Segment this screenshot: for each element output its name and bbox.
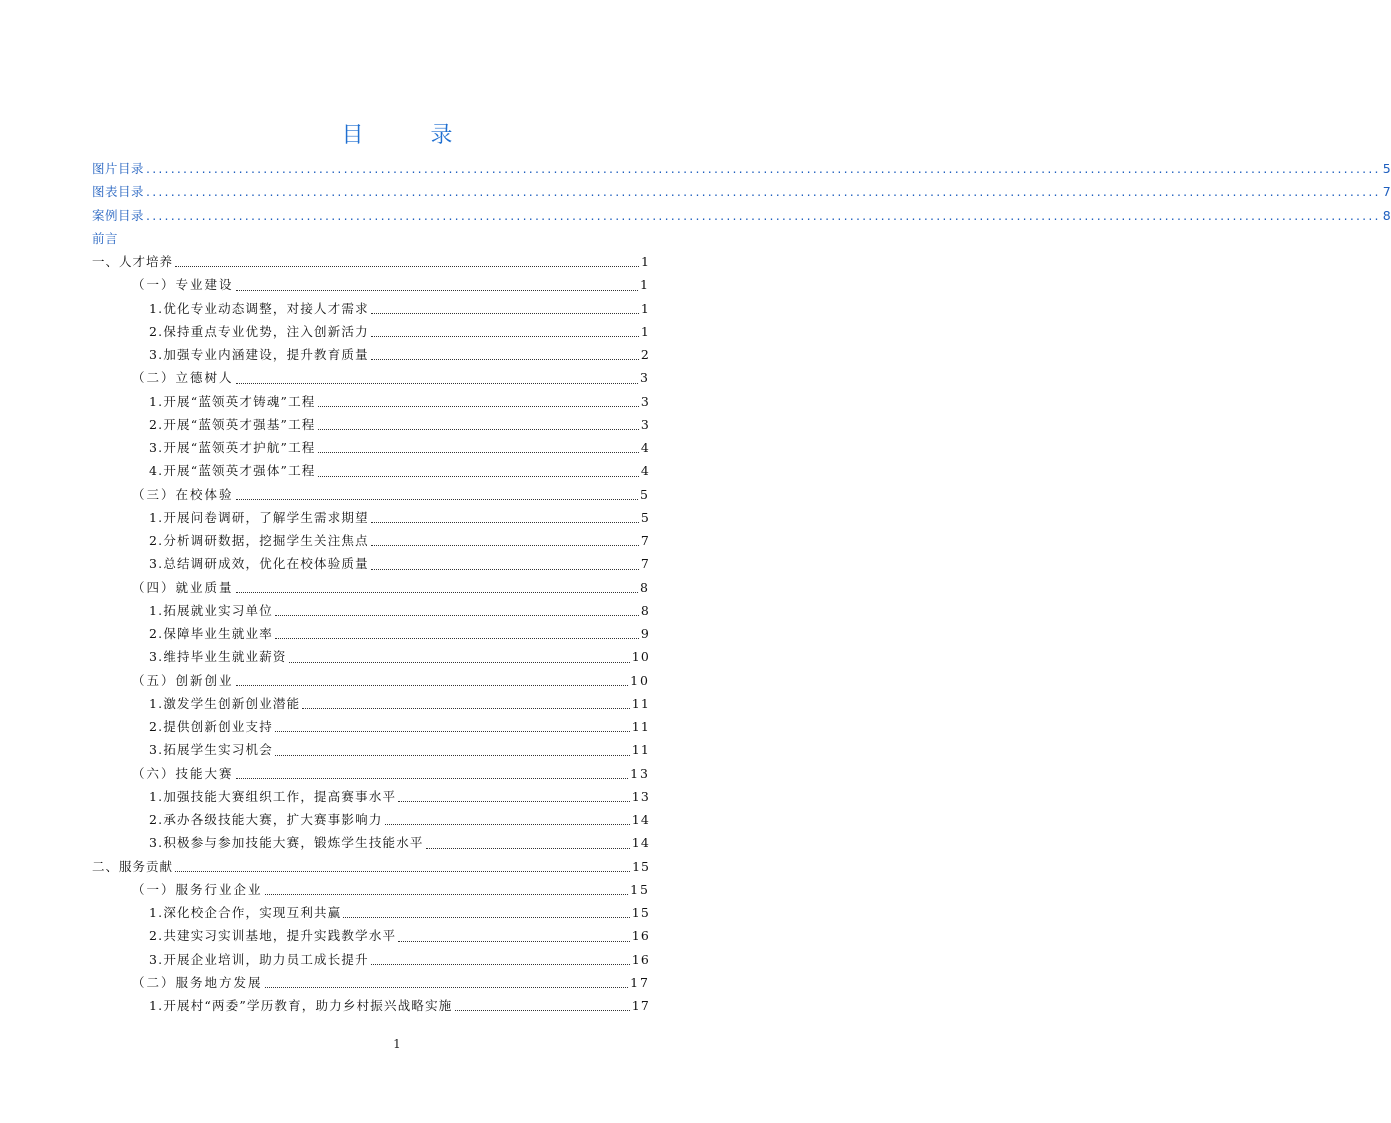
toc-entry-page: 3 — [640, 370, 650, 386]
toc-leader-dots — [175, 266, 639, 267]
toc-leader-dots — [275, 755, 630, 756]
toc-entry[interactable] — [92, 669, 650, 692]
toc-leader-dots — [236, 290, 639, 291]
toc-leader-dots — [175, 871, 630, 872]
toc-entry-page: 16 — [631, 928, 650, 944]
toc-entry-label: 1.深化校企合作，实现互利共赢 — [149, 905, 342, 920]
toc-entry-label: 1.加强技能大赛组织工作，提高赛事水平 — [149, 788, 397, 804]
toc-leader-dots — [318, 452, 639, 453]
toc-leader-dots: ........................................................................................................................................................................................................ — [146, 161, 1381, 176]
toc-entry[interactable] — [92, 831, 650, 854]
toc-entry[interactable] — [92, 692, 650, 715]
toc-entry-page: 3 — [640, 393, 650, 409]
toc-entry-page: 7 — [1382, 184, 1391, 200]
toc-entry[interactable] — [92, 459, 650, 482]
toc-entry-label: 3.加强专业内涵建设，提升教育质量 — [149, 347, 369, 362]
toc-entry-page: 15 — [631, 905, 650, 920]
toc-entry[interactable] — [92, 413, 650, 436]
toc-entry-label: 1.拓展就业实习单位 — [149, 602, 273, 618]
toc-entry-label: （一）专业建设 — [132, 277, 234, 293]
toc-entry[interactable] — [92, 343, 650, 366]
toc-leader-dots — [398, 801, 629, 802]
toc-leader-dots — [265, 987, 629, 988]
toc-entry[interactable] — [92, 762, 650, 785]
toc-entry[interactable] — [92, 436, 650, 459]
toc-leader-dots — [426, 848, 630, 849]
toc-leader-dots — [385, 824, 630, 825]
toc-entry-label: 图片目录 — [92, 161, 145, 176]
toc-entry-label: 1.开展问卷调研，了解学生需求期望 — [149, 509, 369, 525]
toc-entry-label: 1.激发学生创新创业潜能 — [149, 695, 301, 711]
toc-entry-page: 8 — [1382, 207, 1391, 223]
toc-entry-page: 10 — [631, 649, 650, 665]
toc-entry-page: 15 — [632, 858, 650, 874]
toc-entry-page: 7 — [640, 533, 650, 548]
toc-entry[interactable] — [92, 483, 650, 506]
toc-entry[interactable] — [92, 855, 650, 878]
toc-entry-label: 二、服务贡献 — [92, 858, 174, 874]
toc-entry-label: 图表目录 — [92, 184, 145, 200]
toc-leader-dots — [289, 662, 630, 663]
toc-leader-dots — [236, 778, 629, 779]
toc-entry-label: 2.承办各级技能大赛，扩大赛事影响力 — [149, 812, 383, 827]
toc-entry[interactable] — [92, 180, 1391, 203]
toc-entry-page: 14 — [631, 812, 650, 827]
toc-entry-label: 2.保障毕业生就业率 — [149, 626, 273, 641]
toc-entry-page: 11 — [631, 719, 650, 734]
toc-entry[interactable] — [92, 738, 650, 761]
toc-entry[interactable] — [92, 506, 650, 529]
toc-entry-page: 11 — [631, 742, 650, 758]
toc-entry[interactable] — [92, 529, 650, 552]
toc-entry-label: 2.分析调研数据，挖掘学生关注焦点 — [149, 533, 369, 548]
toc-entry[interactable] — [92, 204, 1391, 227]
toc-entry[interactable] — [92, 366, 650, 389]
toc-leader-dots — [318, 476, 639, 477]
toc-entry-page: 11 — [631, 695, 650, 711]
toc-leader-dots — [343, 917, 629, 918]
toc-entry-page: 1 — [640, 323, 650, 339]
toc-leader-dots — [236, 592, 639, 593]
toc-entry[interactable] — [92, 552, 650, 575]
toc-entry-label: 案例目录 — [92, 207, 145, 223]
toc-entry-label: （二）立德树人 — [132, 370, 234, 386]
toc-entry-page: 4 — [640, 440, 650, 455]
toc-entry-page: 17 — [631, 998, 650, 1013]
toc-entry-label: 3.拓展学生实习机会 — [149, 742, 273, 758]
toc-leader-dots — [275, 731, 630, 732]
toc-entry-page: 1 — [640, 300, 650, 316]
toc-leader-dots — [318, 429, 639, 430]
toc-entry-label: 3.维持毕业生就业薪资 — [149, 649, 287, 665]
toc-entry-page: 7 — [640, 556, 650, 572]
toc-entry[interactable] — [92, 390, 650, 413]
toc-entry[interactable] — [92, 808, 650, 831]
toc-entry-label: （一）服务行业企业 — [132, 881, 263, 897]
toc-entry-label: 1.开展村“两委”学历教育，助力乡村振兴战略实施 — [149, 998, 453, 1013]
toc-entry[interactable] — [92, 157, 1391, 180]
toc-entry-page: 5 — [640, 486, 650, 502]
toc-entry-page: 2 — [640, 347, 650, 362]
toc-leader-dots — [371, 545, 639, 546]
toc-entry[interactable] — [92, 227, 650, 250]
toc-entry-label: 一、人才培养 — [92, 254, 174, 269]
toc-leader-dots: ........................................................................................................................................................................................................ — [146, 184, 1381, 200]
toc-leader-dots: ........................................................................................................................................................................................................ — [146, 207, 1381, 223]
toc-entry-label: 2.共建实习实训基地，提升实践教学水平 — [149, 928, 397, 944]
toc-entry[interactable] — [92, 576, 650, 599]
toc-entry-label: 2.提供创新创业支持 — [149, 719, 273, 734]
toc-entry-page: 15 — [630, 881, 650, 897]
toc-entry-page: 9 — [640, 626, 650, 641]
toc-entry-page: 8 — [640, 579, 650, 595]
toc-entry-page: 5 — [1382, 161, 1391, 176]
toc-entry-label: 3.总结调研成效，优化在校体验质量 — [149, 556, 369, 572]
table-of-contents — [92, 157, 1391, 1017]
toc-leader-dots — [371, 964, 630, 965]
toc-entry-label: 前言 — [92, 230, 119, 246]
toc-entry-label: 4.开展“蓝领英才强体”工程 — [149, 463, 316, 479]
toc-entry[interactable] — [92, 273, 650, 296]
toc-entry[interactable] — [92, 622, 650, 645]
toc-entry[interactable] — [92, 297, 650, 320]
toc-entry[interactable] — [92, 901, 650, 924]
toc-entry-page: 16 — [631, 951, 650, 967]
toc-entry-label: （五）创新创业 — [132, 672, 234, 688]
toc-leader-dots — [371, 313, 639, 314]
toc-entry-page: 17 — [630, 974, 650, 990]
toc-entry-label: 3.开展企业培训，助力员工成长提升 — [149, 951, 369, 967]
toc-leader-dots — [371, 569, 639, 570]
toc-entry-label: （四）就业质量 — [132, 579, 234, 595]
toc-entry-label: 2.开展“蓝领英才强基”工程 — [149, 416, 316, 432]
toc-entry[interactable] — [92, 948, 650, 971]
toc-leader-dots — [318, 406, 639, 407]
toc-entry[interactable] — [92, 320, 650, 343]
toc-entry-page: 14 — [631, 835, 650, 851]
toc-entry[interactable] — [92, 878, 650, 901]
toc-entry[interactable] — [92, 715, 650, 738]
toc-leader-dots — [371, 522, 639, 523]
toc-entry[interactable] — [92, 994, 650, 1017]
toc-entry[interactable] — [92, 924, 650, 947]
toc-entry-page: 5 — [640, 509, 650, 525]
toc-entry-label: （六）技能大赛 — [132, 765, 234, 781]
toc-leader-dots — [455, 1010, 630, 1011]
toc-leader-dots — [275, 615, 639, 616]
toc-leader-dots — [236, 499, 639, 500]
toc-entry-page: 13 — [630, 765, 650, 781]
toc-entry-label: （二）服务地方发展 — [132, 974, 263, 990]
toc-entry-label: （三）在校体验 — [132, 486, 234, 502]
page-title: 目 录 — [341, 123, 483, 148]
toc-entry-page: 4 — [640, 463, 650, 479]
toc-entry-label: 2.保持重点专业优势，注入创新活力 — [149, 323, 369, 339]
toc-leader-dots — [302, 708, 629, 709]
toc-entry-page: 3 — [640, 416, 650, 432]
toc-entry-label: 3.积极参与参加技能大赛，锻炼学生技能水平 — [149, 835, 424, 851]
toc-entry-label: 1.开展“蓝领英才铸魂”工程 — [149, 393, 316, 409]
toc-entry-page: 1 — [640, 277, 650, 293]
toc-leader-dots — [275, 638, 639, 639]
toc-leader-dots — [371, 359, 639, 360]
toc-entry[interactable] — [92, 645, 650, 668]
toc-leader-dots — [236, 383, 639, 384]
toc-entry-label: 1.优化专业动态调整，对接人才需求 — [149, 300, 369, 316]
toc-entry[interactable] — [92, 971, 650, 994]
toc-entry-page: 1 — [641, 254, 650, 269]
toc-entry-page: 13 — [631, 788, 650, 804]
toc-entry[interactable] — [92, 250, 650, 273]
toc-entry-page: 10 — [630, 672, 650, 688]
toc-leader-dots — [265, 894, 629, 895]
toc-leader-dots — [398, 941, 629, 942]
toc-leader-dots — [371, 336, 639, 337]
toc-entry[interactable] — [92, 785, 650, 808]
toc-leader-dots — [236, 685, 629, 686]
toc-entry[interactable] — [92, 599, 650, 622]
toc-entry-page: 8 — [640, 602, 650, 618]
page-number: 1 — [393, 1037, 401, 1051]
toc-entry-label: 3.开展“蓝领英才护航”工程 — [149, 440, 316, 455]
